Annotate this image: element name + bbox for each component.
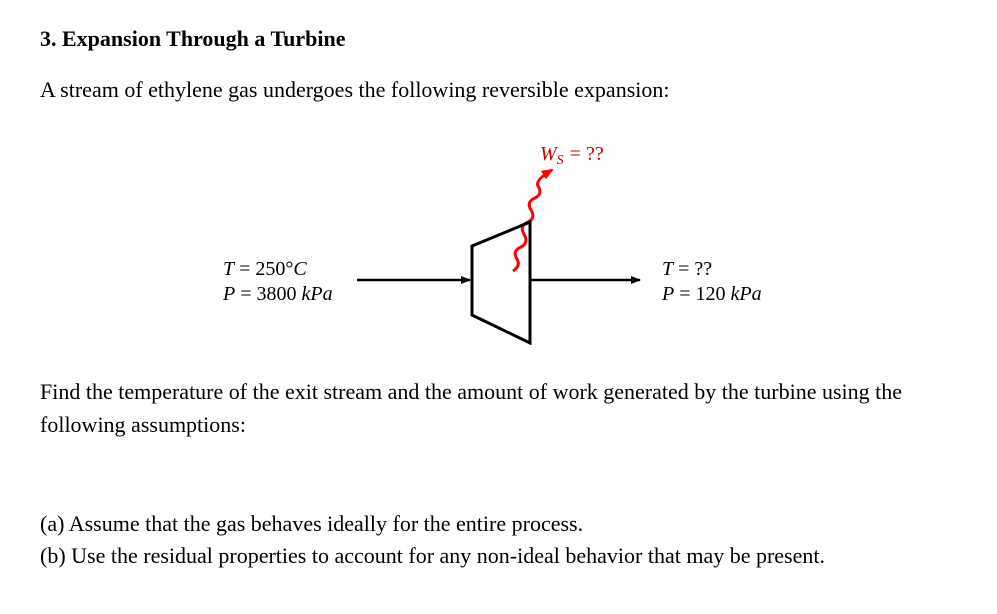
work-label [540, 143, 604, 168]
outlet-temperature: T = ?? [662, 258, 713, 280]
turbine-body [472, 222, 530, 343]
outlet-pressure: P = 120 kPa [662, 283, 762, 305]
part-a: (a) Assume that the gas behaves ideally for the entire process. [40, 511, 584, 536]
work-symbol: W [540, 143, 557, 165]
problem-heading: 3. Expansion Through a Turbine [40, 26, 346, 51]
work-subscript: S [556, 153, 564, 168]
part-b: (b) Use the residual properties to account for any non-ideal behavior that may be present. [40, 543, 825, 568]
problem-instructions: Find the temperature of the exit stream and the amount of work generated by the turbine using the following assumptions: [40, 379, 903, 437]
work-arrow [513, 170, 552, 271]
inlet-pressure: P = 3800 kPa [223, 283, 333, 305]
inlet-temperature: T = 250°C [223, 258, 307, 280]
problem-intro: A stream of ethylene gas undergoes the following reversible expansion: [40, 77, 670, 102]
work-value: = ?? [569, 143, 604, 165]
